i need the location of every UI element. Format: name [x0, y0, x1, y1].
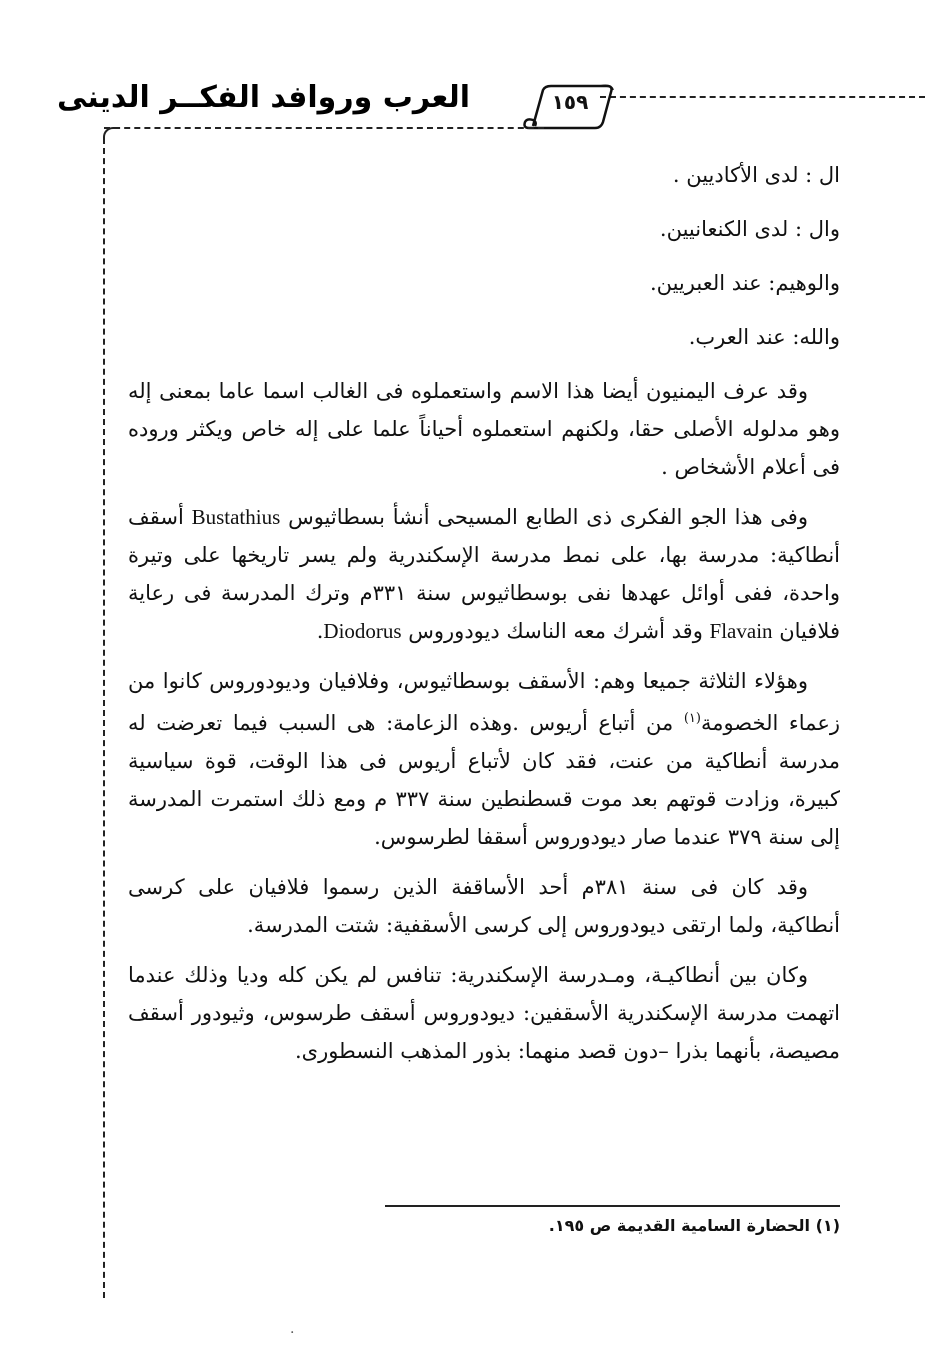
list-item: والله: عند العرب. — [688, 325, 840, 349]
footnote: (١) الحضارة السامية القديمة ص ١٩٥. — [548, 1216, 840, 1235]
footnote-marker[interactable]: (١) — [683, 711, 701, 726]
running-header-title: العرب وروافد الفكــر الدينى — [57, 80, 470, 115]
latin-term: Diodorus — [323, 619, 402, 643]
text-run: أسقف أنطاكية: مدرسة بها، على نمط مدرسة الإسكندرية ولم يسر تاريخها على وتيرة واحدة، ففى أوائل عهدها نفى بوسطاثيوس سنة ٣٣١م وترك المدرسة فى رعاية فلافيان — [128, 505, 840, 643]
text-run: وفى هذا الجو الفكرى ذى الطابع المسيحى أنشأ بسطاثيوس — [288, 505, 808, 529]
scan-speck: · — [290, 1325, 295, 1341]
text-run: . — [316, 619, 324, 643]
paragraph-year-381: وقد كان فى سنة ٣٨١م أحد الأساقفة الذين رسموا فلافيان على كرسى أنطاكية، ولما ارتقى ديودوروس إلى كرسى الأسقفية: شتت المدرسة. — [128, 875, 840, 937]
text-run: وقد أشرك معه الناسك ديودوروس — [408, 619, 703, 643]
header-rule — [600, 96, 925, 98]
paragraph-three-leaders — [128, 662, 840, 856]
frame-corner — [103, 127, 117, 141]
frame-left-rule — [103, 138, 105, 1298]
latin-term: Bustathius — [191, 505, 281, 529]
paragraph-antioch-school — [128, 498, 840, 650]
list-item: ال : لدى الأكاديين . — [672, 163, 840, 187]
footnote-separator — [385, 1205, 840, 1207]
page-body — [128, 156, 840, 1082]
frame-top-rule — [104, 127, 544, 129]
text-run: من أتباع أريوس .وهذه الزعامة: هى السبب فيما تعرضت له مدرسة أنطاكية من عنت، فقد كان لأتباع أريوس فى هذا الوقت، قوة سياسية كبيرة، وزادت قوتهم بعد موت قسطنطين سنة ٣٣٧ م ومع ذلك استمرت المدرسة إلى سنة ٣٧٩ عندما صار ديودوروس أسقفا لطرسوس. — [128, 711, 840, 849]
text-run: وهؤلاء الثلاثة جميعا وهم: الأسقف بوسطاثيوس، وفلافيان وديودوروس كانوا من زعماء الخصومة — [128, 669, 840, 735]
list-item: والوهيم: عند العبريين. — [649, 271, 840, 295]
page-number: ١٥٩ — [551, 90, 589, 114]
list-item: وال : لدى الكنعانيين. — [659, 217, 840, 241]
latin-term: Flavain — [709, 619, 773, 643]
paragraph-yemenis: وقد عرف اليمنيون أيضا هذا الاسم واستعملوه فى الغالب اسما عاما بمعنى إله وهو مدلوله الأصلى حقا، ولكنهم استعملوه أحياناً علما على إله خاص ويكثر وروده فى أعلام الأشخاص . — [128, 379, 840, 479]
paragraph-rivalry: وكان بين أنطاكيـة، ومـدرسة الإسكندرية: تنافس لم يكن كله وديا وذلك عندما اتهمت مدرسة الإسكندرية الأسقفين: ديودوروس أسقف طرسوس، وثيودور أسقف مصيصة، بأنهما بذرا –دون قصد منهما: بذور المذهب النسطورى. — [128, 963, 840, 1063]
